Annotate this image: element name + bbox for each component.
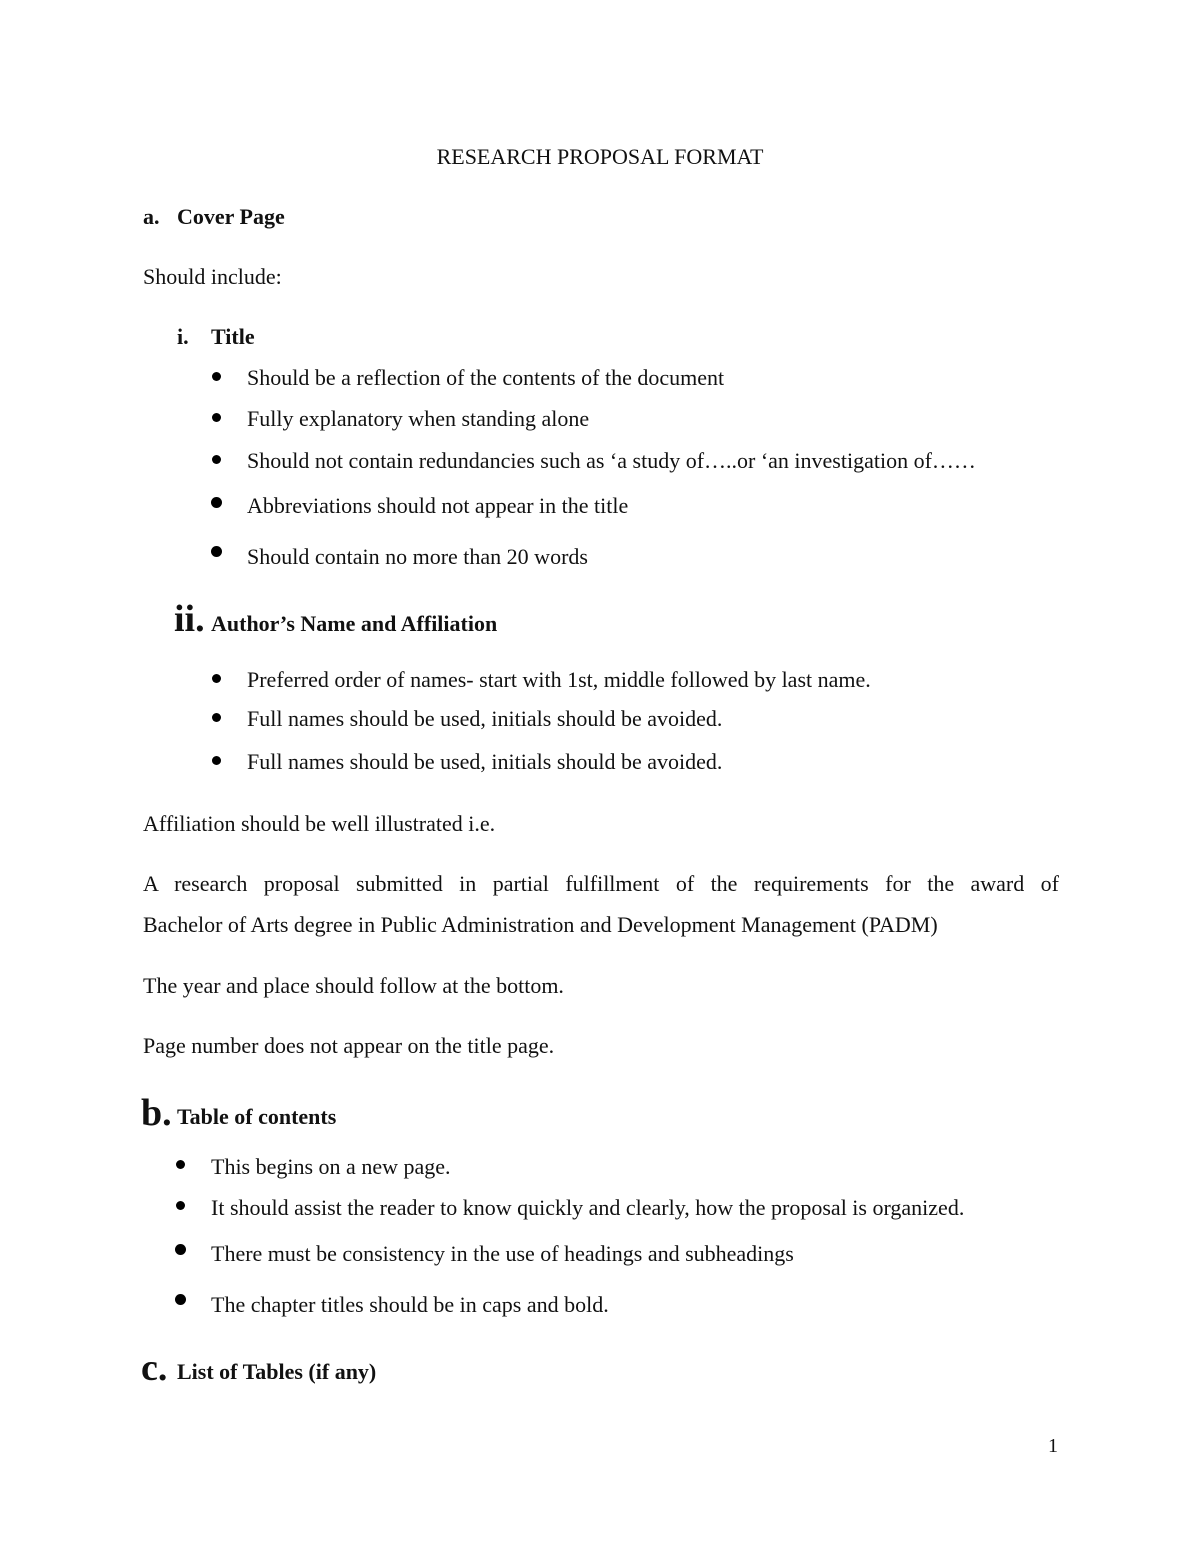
bullet-icon <box>212 372 221 381</box>
proposal-statement-line-1: A research proposal submitted in partial fulfillment of the requirements for the award of <box>143 871 1059 896</box>
section-b-heading: Table of contents <box>177 1104 337 1129</box>
bullet-icon <box>176 1201 185 1210</box>
author-bullet-1: Preferred order of names- start with 1st, middle followed by last name. <box>247 667 871 692</box>
bullet-icon <box>212 674 221 683</box>
bullet-icon <box>175 1294 186 1305</box>
year-place-paragraph: The year and place should follow at the bottom. <box>143 973 564 998</box>
section-c-heading: List of Tables (if any) <box>177 1359 377 1384</box>
title-bullet-5: Should contain no more than 20 words <box>247 544 588 569</box>
sub-ii-heading: Author’s Name and Affiliation <box>211 611 498 636</box>
title-bullet-1: Should be a reflection of the contents of the document <box>247 365 725 390</box>
author-bullet-3: Full names should be used, initials should be avoided. <box>247 749 723 774</box>
affiliation-paragraph: Affiliation should be well illustrated i.e. <box>143 811 496 836</box>
title-bullet-2: Fully explanatory when standing alone <box>247 406 590 431</box>
toc-bullet-3: There must be consistency in the use of headings and subheadings <box>211 1241 794 1266</box>
bullet-icon <box>212 713 221 722</box>
bullet-icon <box>212 413 221 422</box>
page-number: 1 <box>1048 1435 1058 1457</box>
title-bullet-4: Abbreviations should not appear in the title <box>247 493 629 518</box>
sub-i-heading: Title <box>211 324 255 349</box>
bullet-icon <box>212 756 221 765</box>
sub-i-marker: i. <box>177 324 189 349</box>
toc-bullet-2: It should assist the reader to know quickly and clearly, how the proposal is organized. <box>211 1195 965 1220</box>
section-a-intro: Should include: <box>143 264 282 289</box>
toc-bullet-1: This begins on a new page. <box>211 1154 451 1179</box>
document-title: RESEARCH PROPOSAL FORMAT <box>436 144 764 169</box>
section-c-marker: c. <box>141 1347 168 1389</box>
proposal-statement-line-2: Bachelor of Arts degree in Public Administration and Development Management (PADM) <box>143 912 938 937</box>
page-number-paragraph: Page number does not appear on the title page. <box>143 1033 555 1058</box>
section-b-marker: b. <box>141 1092 172 1134</box>
section-a-marker: a. <box>143 204 160 229</box>
toc-bullet-4: The chapter titles should be in caps and bold. <box>211 1292 609 1317</box>
bullet-icon <box>211 546 222 557</box>
bullet-icon <box>211 497 222 508</box>
bullet-icon <box>212 455 221 464</box>
bullet-icon <box>175 1244 186 1255</box>
sub-ii-marker: ii. <box>174 598 205 640</box>
section-a-heading: Cover Page <box>177 204 285 229</box>
bullet-icon <box>176 1160 185 1169</box>
author-bullet-2: Full names should be used, initials should be avoided. <box>247 706 723 731</box>
title-bullet-3: Should not contain redundancies such as ‘a study of…..or ‘an investigation of…… <box>247 448 976 473</box>
